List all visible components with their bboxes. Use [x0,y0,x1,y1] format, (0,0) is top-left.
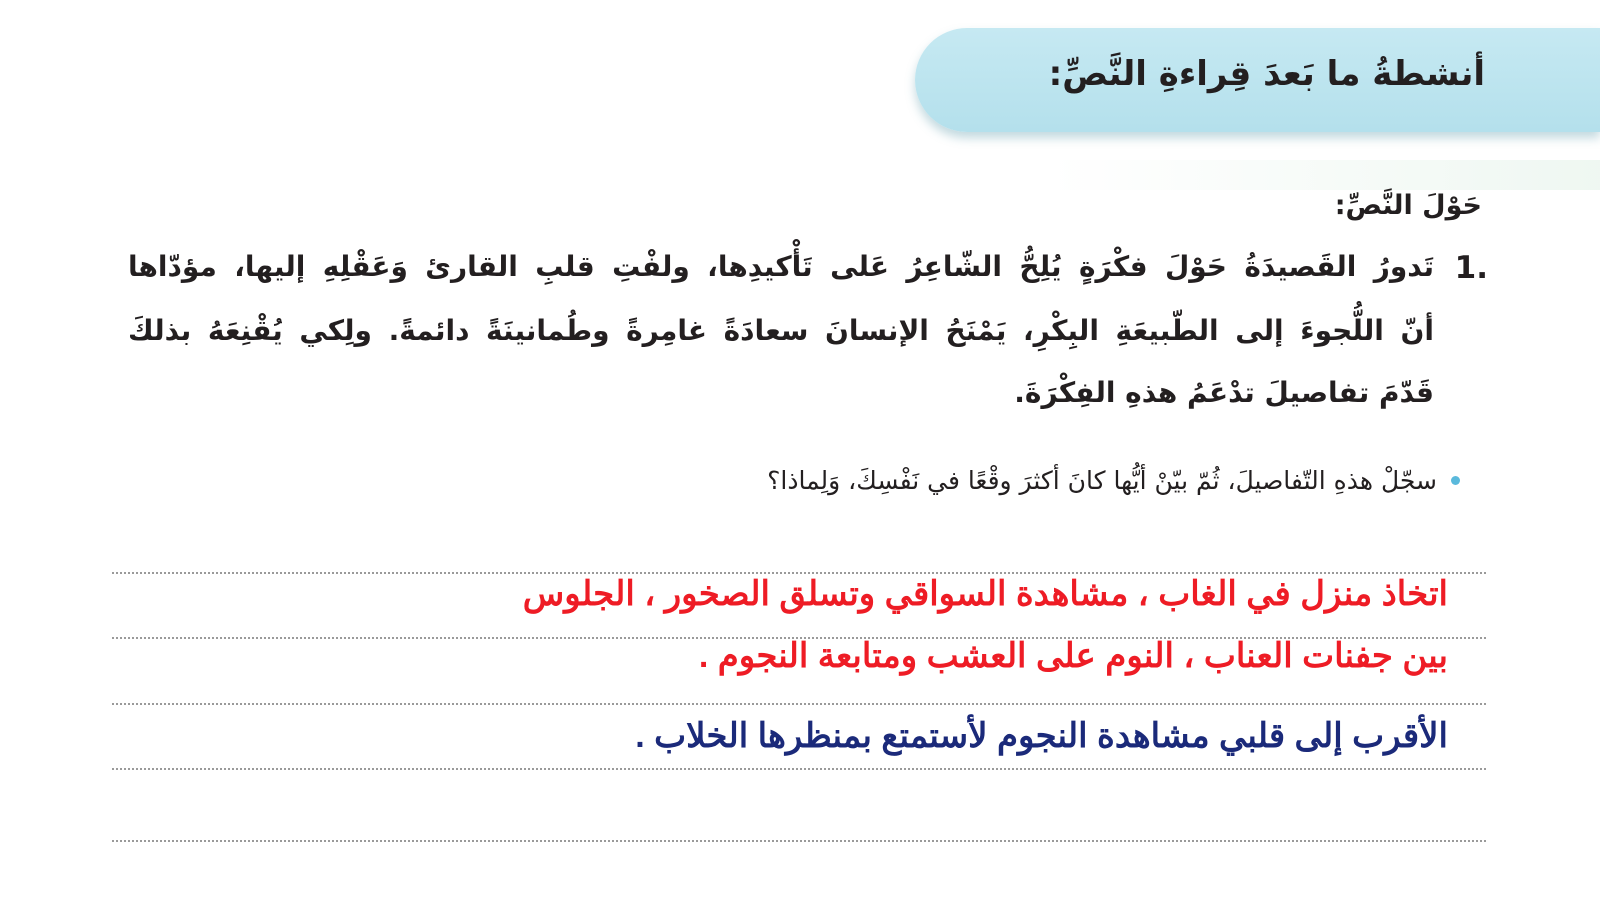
bullet-dot-icon [1451,476,1460,485]
page-title: أنشطةُ ما بَعدَ قِراءةِ النَّصِّ: [1048,54,1485,94]
task-bullet-text: سجّلْ هذهِ التّفاصيلَ، ثُمّ بيّنْ أيُّها كانَ أكثرَ وقْعًا في نَفْسِكَ، وَلِماذا؟ [767,466,1437,495]
question-text-line: تَدورُ القَصيدَةُ حَوْلَ فكْرَةٍ يُلِحُّ الشّاعِرُ عَلى تَأْكيدِها، ولفْتِ قلبِ القارئ وَعَقْلِهِ إليها، مؤدّاها [128,250,1434,283]
task-bullet [767,466,1460,495]
question-text-line: قَدّمَ تفاصيلَ تدْعَمُ هذهِ الفِكْرَةَ. [1014,376,1434,409]
answer-dotted-line [112,703,1486,705]
question-number: 1. [1454,250,1488,286]
answer-dotted-line [112,768,1486,770]
answer-dotted-line [112,840,1486,842]
answer-line: اتخاذ منزل في الغاب ، مشاهدة السواقي وتسلق الصخور ، الجلوس [522,575,1448,613]
section-heading: حَوْلَ النَّصِّ: [1334,190,1482,221]
answer-line: الأقرب إلى قلبي مشاهدة النجوم لأستمتع بمنظرها الخلاب . [635,717,1448,755]
decorative-fade-band [1050,160,1600,190]
activities-header-banner [915,28,1600,132]
question-text-line: أنّ اللُّجوءَ إلى الطّبيعَةِ البِكْرِ، يَمْنَحُ الإنسانَ سعادَةً غامِرةً وطُمانينَةً دائمةً. ولِكي يُقْنِعَهُ بذلكَ [128,314,1434,347]
answer-line: بين جفنات العناب ، النوم على العشب ومتابعة النجوم . [698,637,1448,675]
